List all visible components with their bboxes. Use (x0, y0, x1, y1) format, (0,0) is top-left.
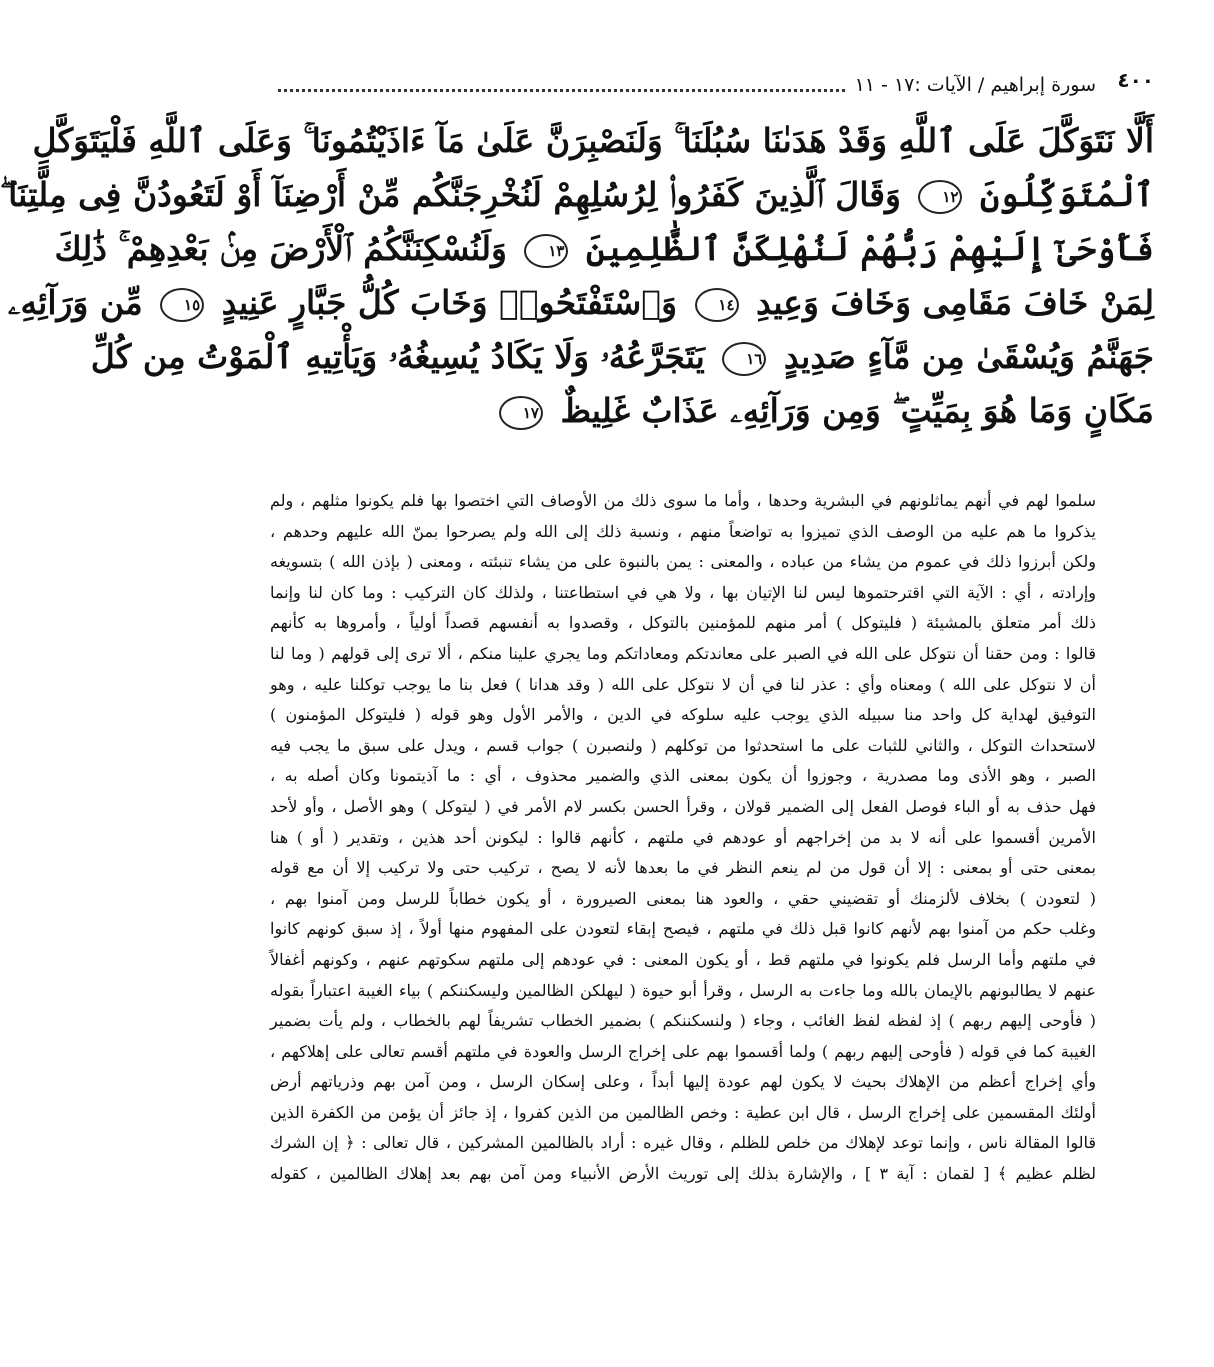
quran-text: وَلَنُسْكِنَنَّكُمُ ٱلْأَرْضَ مِنۢ بَعْدِهِمْ ۚ ذَٰلِكَ (54, 229, 507, 268)
quran-verses-block (0, 114, 1154, 438)
running-header (268, 70, 1096, 100)
ayah-number-marker: ١٤ (695, 288, 739, 322)
commentary-line: الغيبة كما في قوله ( فأوحى إليهم ربهم ) ولما أقسموا بهم على إخراج الرسل والعودة في ملتهم أقسم تعالى على إهلاكهم ، (270, 1041, 1096, 1061)
ayah-number-marker: ١٦ (722, 342, 766, 376)
quran-line (268, 384, 1154, 438)
ayah-number-marker: ١٥ (160, 288, 204, 322)
commentary-line: قالوا المقالة ناس ، وإنما توعد لإهلاك من خلص للظلم ، وقال غيره : أراد بالظالمين المشركين ، قال تعالى : ﴿ إن الشرك (270, 1133, 1096, 1153)
quran-text: أَلَّا نَتَوَكَّلَ عَلَى ٱللَّهِ وَقَدْ هَدَىٰنَا سُبُلَنَا ۚ وَلَنَصْبِرَنَّ عَلَىٰ مَآ ءَاذَيْتُمُونَا ۚ وَعَلَى ٱللَّهِ فَلْيَتَوَكَّلِ (32, 121, 1154, 160)
commentary-line: أن لا نتوكل على الله ) ومعناه وأي : عذر لنا في أن لا نتوكل على الله ( وقد هدانا ) فعل بنا ما يوجب توكلنا عليه ، وهو (270, 674, 1096, 694)
commentary-line: ذلك أمر متعلق بالمشيئة ( فليتوكل ) أمر منهم للمؤمنين بالتوكل ، وقصدوا به أنفسهم قصداً أولياً ، وأمروها به كأنهم (270, 613, 1096, 633)
quran-text: وَقَالَ ٱلَّذِينَ كَفَرُوا۟ لِرُسُلِهِمْ لَنُخْرِجَنَّكُم مِّنْ أَرْضِنَآ أَوْ لَتَعُودُنَّ فِى مِلَّتِنَا ۖ (0, 175, 901, 214)
commentary-line: فهل حذف به أو الباء فوصل الفعل إلى الضمير قولان ، وقرأ الحسن بكسر لام الأمر في ( ليتوكل ) وهو الأصل ، وأو لأحد (270, 796, 1096, 816)
commentary-line: ( لتعودن ) بخلاف لألزمنك أو تقضيني حقي ، والعود هنا بمعنى الصيرورة ، أو يكون خطاباً للرسل ومن آمنوا بهم ، (270, 888, 1096, 908)
commentary-line: ولكن أبرزوا ذلك في عموم من يشاء من عباده ، والمعنى : يمن بالنبوة على من يشاء تنبئته ، ومعنى ( بإذن الله ) بتسويغه (270, 552, 1096, 572)
commentary-line: في ملتهم وأما الرسل فلم يكونوا في ملتهم قط ، أو يكون المعنى : في عودهم إلى ملتهم سكوتهم عنهم ، وكونهم أغفالاً (270, 949, 1096, 969)
commentary-line: يذكروا ما هم عليه من الوصف الذي تميزوا به تواضعاً منهم ، ونسبة ذلك إلى الله ولم يصرحوا بمنّ الله عليهم وحدهم ، (270, 521, 1096, 541)
commentary-line: سلموا لهم في أنهم يماثلونهم في البشرية وحدها ، وأما ما سوى ذلك من الأوصاف التي اختصوا بها فلم يكونوا مثلهم ، ولم (270, 491, 1097, 510)
commentary-line: الأمرين أقسموا على أنه لا بد من إخراجهم أو عودهم في ملتهم ، كأنهم قالوا : ليكونن أحد هذين ، وتقدير ( أو ) هنا (270, 827, 1096, 847)
quran-text: مَكَانٍ وَمَا هُوَ بِمَيِّتٍ ۖ وَمِن وَرَآئِهِۦ عَذَابٌ غَلِيظٌ (560, 391, 1154, 430)
commentary-line: وإرادته ، أي : الآية التي اقترحتموها ليس لنا الإتيان بها ، ولا هي في استطاعتنا ، ولذلك كان التركيب : وما كان لنا وإنما (270, 582, 1096, 602)
commentary-line: عنهم لا يطالبونهم بالإيمان بالله وما جاءت به الرسل ، وقرأ أبو حيوة ( ليهلكن الظالمين وليسكننكم ) بياء الغيبة اعتباراً بقوله (270, 980, 1097, 1000)
quran-line (90, 330, 1154, 384)
quran-text: لِمَنْ خَافَ مَقَامِى وَخَافَ وَعِيدِ (756, 283, 1154, 322)
page-number: ٤٠٠ (1117, 68, 1154, 92)
surah-title: سورة إبراهيم / الآيات : (914, 74, 1096, 96)
quran-text: مِّن وَرَآئِهِۦ (7, 283, 143, 322)
commentary-line: قالوا : ومن حقنا أن نتوكل على الله في الصبر على معاندتكم ومعاداتكم وما يجري علينا منكم ، ألا ترى إلى قولهم ( وما لنا (270, 643, 1096, 663)
ayah-number-marker: ١٧ (499, 396, 543, 430)
commentary-line: أولئك المقسمين على إخراج الرسل ، قال ابن عطية : وخص الظالمين من الذين كفروا ، إذ جائز أن يؤمن من الكفرة الذين (270, 1102, 1096, 1122)
quran-text: يَتَجَرَّعُهُۥ وَلَا يَكَادُ يُسِيغُهُۥ وَيَأْتِيهِ ٱلْمَوْتُ مِن كُلِّ (90, 337, 705, 376)
commentary-line: ( فأوحى إليهم ربهم ) إذ لفظه لفظ الغائب ، وجاء ( ولنسكننكم ) بضمير الخطاب تشريفاً لهم بالخطاب ، ولم يأت بضمير (270, 1011, 1096, 1031)
commentary-line: لظلم عظيم ﴾ [ لقمان : آية ٣ ] ، والإشارة بذلك إلى توريث الأرض الأنبياء ومن آمن بهم بعد إهلاك الظالمين ، كقوله (270, 1164, 1096, 1184)
ayah-number-marker: ١٢ (918, 180, 962, 214)
quran-text: وَٱسْتَفْتَحُوا۟ وَخَابَ كُلُّ جَبَّارٍ عَنِيدٍ (221, 283, 678, 322)
quran-text: جَهَنَّمُ وَيُسْقَىٰ مِن مَّآءٍ صَدِيدٍ (783, 337, 1154, 376)
commentary-line: التوفيق لهداية كل واحد منا سبيله الذي يوجب عليه سلوكه في الدين ، والأمر الأول وهو قوله ( فليتوكل المؤمنون ) (270, 705, 1096, 725)
quran-text: ٱلْمُتَوَكِّلُونَ (979, 175, 1154, 214)
ayah-number-marker: ١٣ (524, 234, 568, 268)
quran-line (0, 168, 1154, 222)
quran-line (32, 114, 1154, 168)
quran-text: فَأَوْحَىٰٓ إِلَيْهِمْ رَبُّهُمْ لَنُهْلِكَنَّ ٱلظَّٰلِمِينَ (585, 229, 1154, 268)
commentary-line: وغلب حكم من آمنوا بهم لأنهم كانوا قبل ذلك في ملتهم ، فيصح إبقاء لتعودن على المفهوم منها أولاً ، إذ سبق كونهم كانوا (270, 919, 1096, 939)
quran-line (54, 222, 1154, 276)
commentary-line: الصبر ، وهو الأذى وما مصدرية ، وجوزوا أن يكون بمعنى الذي والضمير محذوف ، أي : ما آذيتمونا وكان أصله به ، (270, 766, 1096, 786)
commentary-line: لاستحداث التوكل ، والثاني للثبات على ما استحدثوا من توكلهم ( ولنصبرن ) جواب قسم ، ويدل على سبق ما يجب فيه (270, 735, 1096, 755)
commentary-block (270, 486, 1096, 1190)
commentary-line: بمعنى حتى أو بمعنى : إلا أن قول من لم ينعم النظر في ما بعدها لأنه لا يصح ، تركيب حتى ولا تركيب إلا أن مع قوله (270, 858, 1096, 878)
header-dotted-leader (278, 87, 845, 92)
quran-line (7, 276, 1154, 330)
commentary-line: وأي إخراج أعظم من الإهلاك بحيث لا يكون لهم عودة إليها أبداً ، وعلى إسكان الرسل ، ومن آمن بهم وذرياتهم أرض (270, 1072, 1096, 1092)
verse-range: ١٧ - ١١ (854, 74, 915, 96)
